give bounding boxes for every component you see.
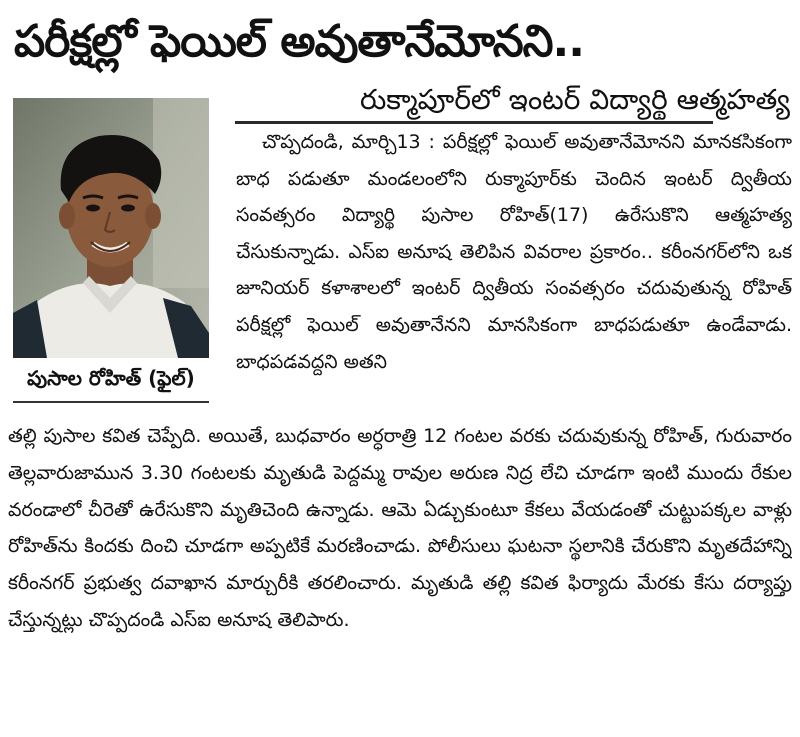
article-body-full: తల్లి పుసాల కవిత చెప్పేది. అయితే, బుధవారం అర్ధరాత్రి 12 గంటల వరకు చదువుకున్న రోహిత్, గురువారం తెల్లవారుజామున 3.30 గంటలకు మృతుడి పెద్దమ్మ రావుల అరుణ నిద్ర లేచి చూడగా ఇంటి ముందు రేకుల వరండాలో చీరెతో ఉరేసుకొని మృతిచెంది ఉన్నాడు. ఆమె ఏడ్చుకుంటూ కేకలు వేయడంతో చుట్టుపక్కల వాళ్లు రోహిత్‌ను కిందకు దించి చూడగా అప్పటికే మరణించాడు. పోలీసులు ఘటనా స్థలానికి చేరుకొని మృతదేహాన్ని కరీంనగర్ ప్రభుత్వ దవాఖాన మార్చురీకి తరలించారు. మృతుడి తల్లి కవిత ఫిర్యాదు మేరకు కేసు దర్యాప్తు చేస్తున్నట్లు చొప్పదండి ఎస్ఐ అనూష తెలిపారు.	[8, 425, 792, 631]
headline: పరీక్షల్లో ఫెయిల్ అవుతానేమోనని..	[14, 16, 584, 67]
subheadline: రుక్మాపూర్‌లో ఇంటర్ విద్యార్థి ఆత్మహత్య	[360, 83, 790, 116]
article-body-column: చొప్పదండి, మార్చి13 : పరీక్షల్లో ఫెయిల్ అవుతానేమోనని మానకసికంగా బాధ పడుతూ మండలంలోని రుక్మాపూర్‌కు చెందిన ఇంటర్ ద్వితీయ సంవత్సరం విద్యార్థి పుసాల రోహిత్(17) ఉరేసుకొని ఆత్మహత్య చేసుకున్నాడు. ఎస్ఐ అనూష తెలిపిన వివరాల ప్రకారం.. కరీంనగర్‌లోని ఒక జూనియర్ కళాశాలలో ఇంటర్ ద్వితీయ సంవత్సరం చదువుతున్న రోహిత్ పరీక్షల్లో ఫెయిల్ అవుతానేనని మానసికంగా బాధపడుతూ ఉండేవాడు. బాధపడవద్దని అతని	[236, 131, 792, 373]
portrait-photo	[13, 98, 209, 358]
caption-rule	[13, 401, 209, 403]
photo-caption: పుసాల రోహిత్ (ఫైల్)	[27, 366, 195, 390]
